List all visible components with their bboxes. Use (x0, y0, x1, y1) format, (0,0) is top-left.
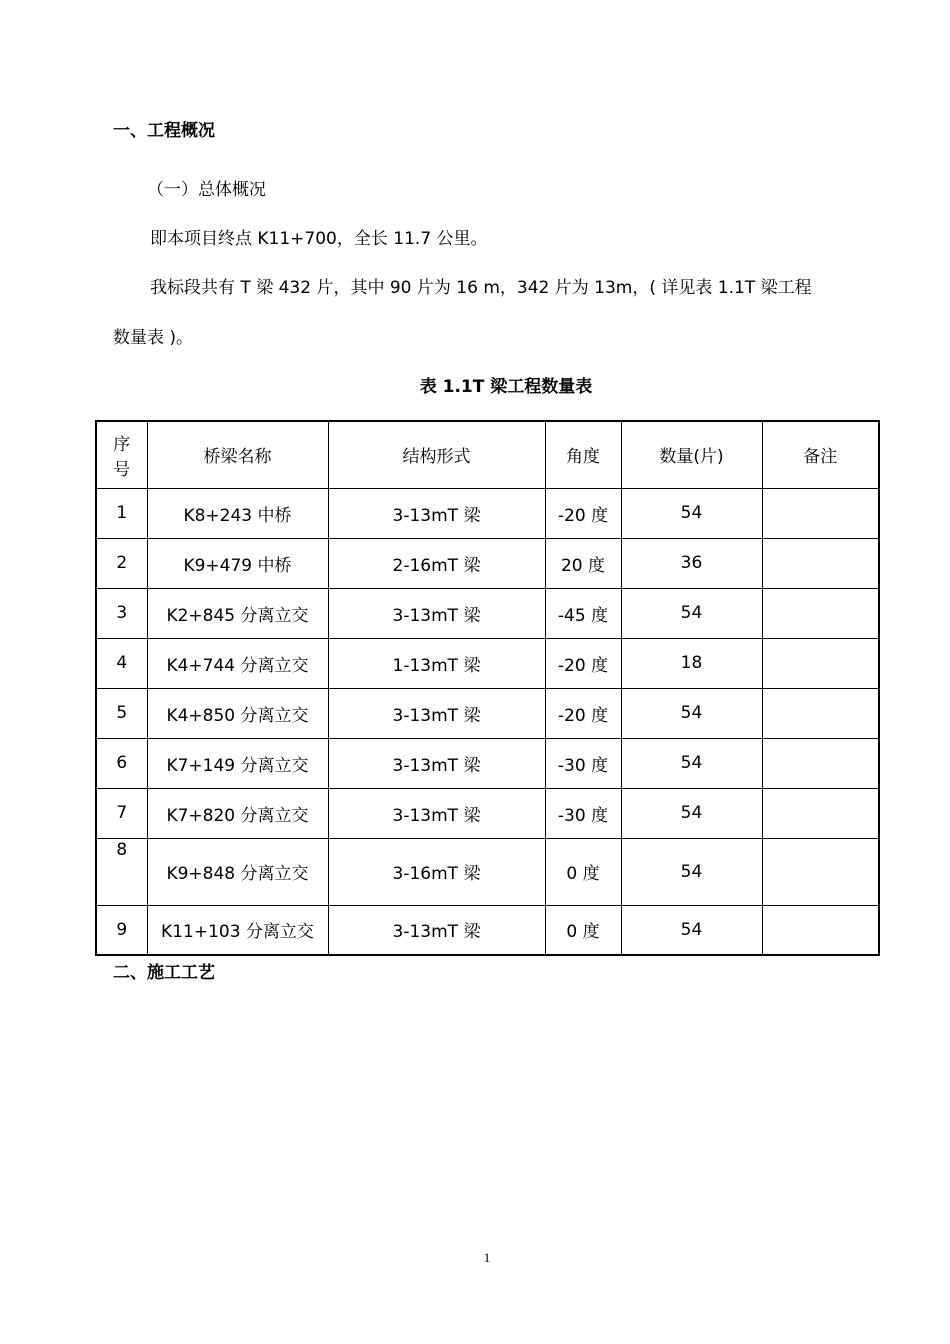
cell-structure: 3-13mT 梁 (328, 905, 545, 955)
table-header-row (96, 421, 879, 488)
cell-count: 54 (621, 488, 762, 538)
table-row (96, 905, 879, 955)
cell-structure: 3-13mT 梁 (328, 688, 545, 738)
cell-angle: -45 度 (545, 588, 621, 638)
table-row (96, 838, 879, 905)
cell-angle: 20 度 (545, 538, 621, 588)
header-angle: 角度 (545, 421, 621, 488)
table-row (96, 788, 879, 838)
cell-seq: 1 (96, 488, 147, 538)
paragraph-tbeam-summary: 我标段共有 T 梁 432 片，其中 90 片为 16 m，342 片为 13m，( 详见表 1.1T 梁工程 (150, 278, 812, 298)
cell-remark (762, 905, 879, 955)
cell-count: 54 (621, 688, 762, 738)
cell-angle: -20 度 (545, 488, 621, 538)
cell-remark (762, 788, 879, 838)
cell-angle: -30 度 (545, 738, 621, 788)
cell-seq: 3 (96, 588, 147, 638)
cell-structure: 2-16mT 梁 (328, 538, 545, 588)
header-structure: 结构形式 (328, 421, 545, 488)
header-remark: 备注 (762, 421, 879, 488)
subsection-heading-general: （一）总体概况 (147, 180, 266, 200)
cell-remark (762, 588, 879, 638)
cell-count: 54 (621, 588, 762, 638)
cell-structure: 3-16mT 梁 (328, 838, 545, 905)
cell-structure: 3-13mT 梁 (328, 738, 545, 788)
header-name: 桥梁名称 (147, 421, 328, 488)
table-row (96, 638, 879, 688)
paragraph-tbeam-summary-cont: 数量表 )。 (113, 328, 194, 348)
header-seq-line1: 序 (113, 434, 131, 455)
cell-remark (762, 838, 879, 905)
table-row (96, 588, 879, 638)
cell-name: K7+820 分离立交 (147, 788, 328, 838)
cell-structure: 3-13mT 梁 (328, 588, 545, 638)
cell-name: K2+845 分离立交 (147, 588, 328, 638)
cell-name: K4+850 分离立交 (147, 688, 328, 738)
cell-name: K8+243 中桥 (147, 488, 328, 538)
cell-seq: 2 (96, 538, 147, 588)
cell-seq: 5 (96, 688, 147, 738)
table-caption: 表 1.1T 梁工程数量表 (419, 377, 593, 397)
paragraph-project-end: 即本项目终点 K11+700，全长 11.7 公里。 (150, 229, 488, 249)
cell-seq: 7 (96, 788, 147, 838)
cell-count: 54 (621, 738, 762, 788)
cell-angle: -20 度 (545, 688, 621, 738)
cell-structure: 3-13mT 梁 (328, 788, 545, 838)
cell-seq: 8 (96, 838, 147, 905)
cell-seq: 6 (96, 738, 147, 788)
cell-name: K4+744 分离立交 (147, 638, 328, 688)
cell-structure: 1-13mT 梁 (328, 638, 545, 688)
cell-remark (762, 688, 879, 738)
cell-name: K9+848 分离立交 (147, 838, 328, 905)
table-row (96, 688, 879, 738)
cell-count: 54 (621, 838, 762, 905)
cell-angle: 0 度 (545, 905, 621, 955)
header-seq (96, 421, 147, 488)
header-count: 数量(片) (621, 421, 762, 488)
section-heading-overview: 一、工程概况 (113, 121, 215, 141)
cell-remark (762, 538, 879, 588)
cell-count: 54 (621, 788, 762, 838)
cell-remark (762, 738, 879, 788)
cell-name: K11+103 分离立交 (147, 905, 328, 955)
cell-seq: 4 (96, 638, 147, 688)
cell-count: 36 (621, 538, 762, 588)
cell-structure: 3-13mT 梁 (328, 488, 545, 538)
cell-name: K7+149 分离立交 (147, 738, 328, 788)
cell-count: 54 (621, 905, 762, 955)
cell-remark (762, 638, 879, 688)
cell-angle: -30 度 (545, 788, 621, 838)
table-row (96, 538, 879, 588)
table-row (96, 488, 879, 538)
section-heading-construction: 二、施工工艺 (113, 963, 215, 983)
header-seq-line2: 号 (113, 459, 131, 480)
cell-seq: 9 (96, 905, 147, 955)
cell-angle: -20 度 (545, 638, 621, 688)
cell-name: K9+479 中桥 (147, 538, 328, 588)
cell-angle: 0 度 (545, 838, 621, 905)
page-number: 1 (483, 1250, 491, 1265)
table-row (96, 738, 879, 788)
tbeam-quantity-table (95, 420, 880, 956)
cell-remark (762, 488, 879, 538)
cell-count: 18 (621, 638, 762, 688)
